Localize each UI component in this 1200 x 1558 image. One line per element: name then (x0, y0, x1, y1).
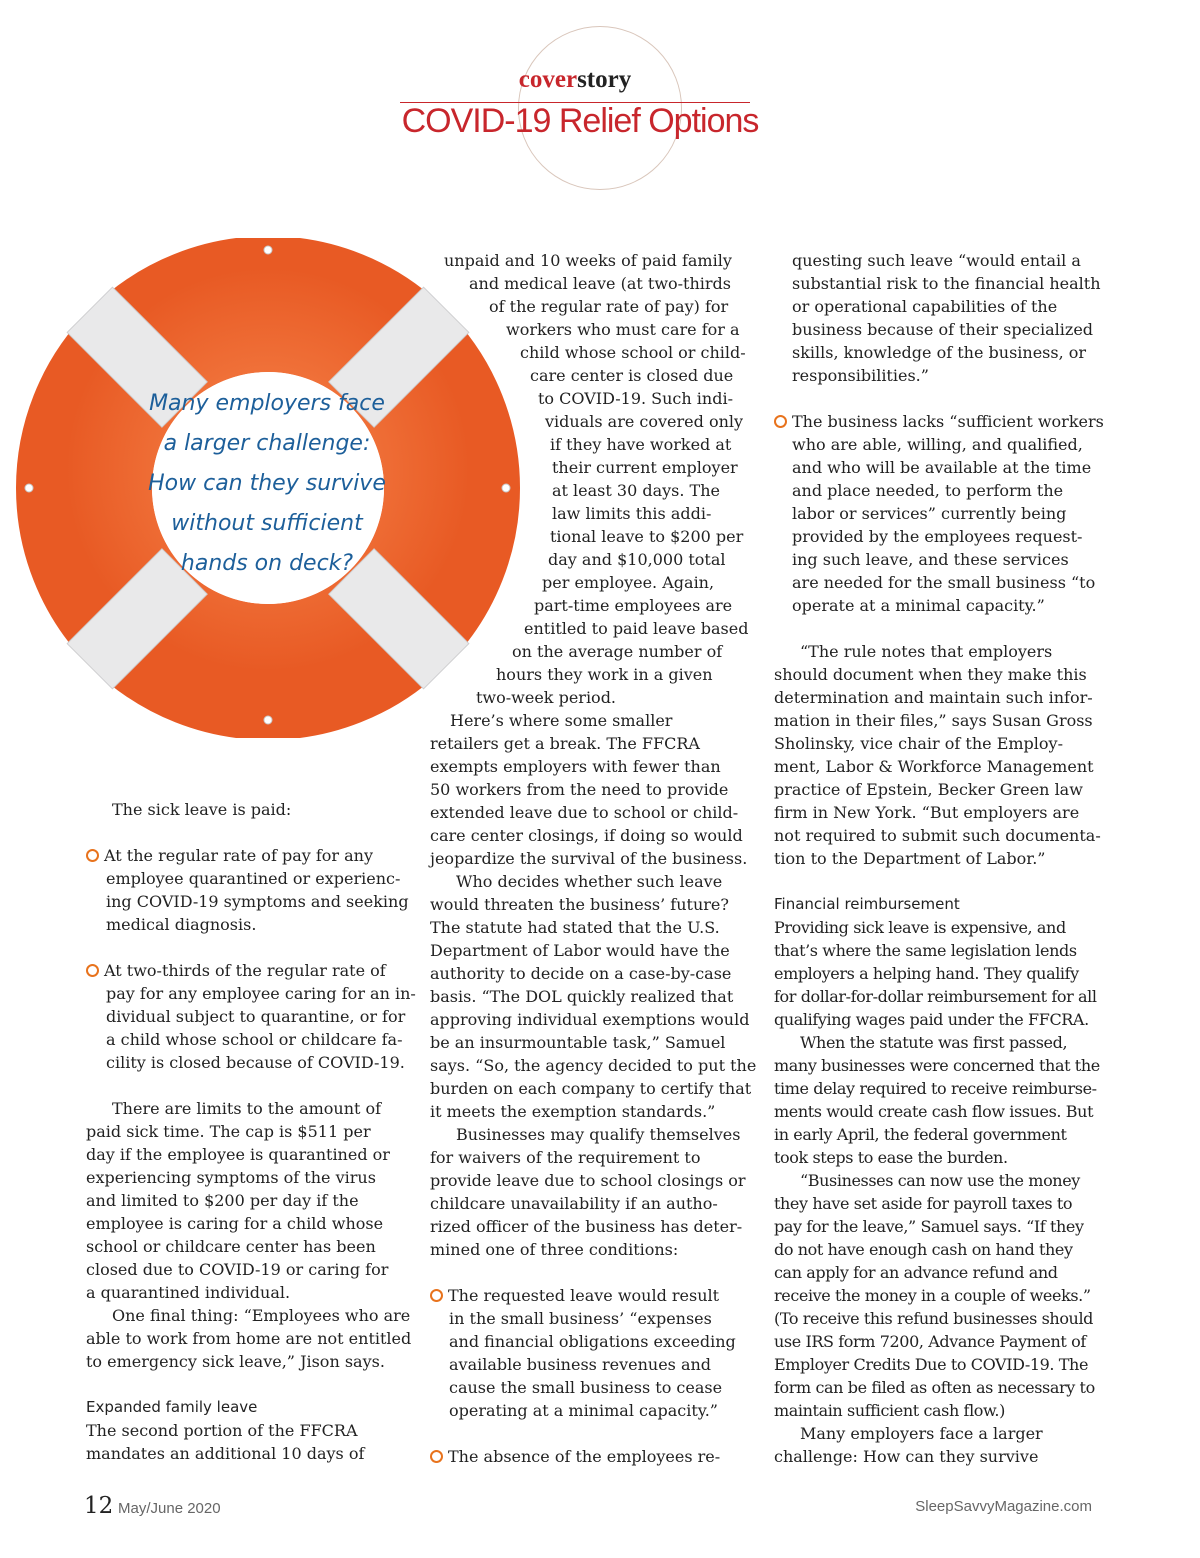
pull-quote: Many employers face a larger challenge: How can they survive without sufficient hands on deck? (148, 391, 386, 576)
paragraph: Providing sick leave is expensive, and that’s where the same legislation lends employers a helping hand. They qualify for dollar-for-dollar reimbursement for all qualifying wages paid under the FFCRA. (774, 918, 1097, 1029)
column-3 (774, 249, 1104, 1468)
bullet-circle-icon (430, 1450, 443, 1463)
issue-date: May/June 2020 (118, 1500, 221, 1517)
bullet-continuation: questing such leave “would entail a substantial risk to the financial health or operational capabilities of the business because of their specialized skills, knowledge of the business, or responsibilities.” (792, 251, 1101, 385)
wrapped-paragraph: unpaid and 10 weeks of paid family and medical leave (at two-thirds of the regular rate of pay) for workers who must care for a child whose school or child- care center is closed due to COVID-19. Such indi- viduals are covered only if they have worked at their current employer at least 30 days. The law limits this addi- tional leave to $200 per day and $10,000 total per employee. Again, part-time employees are entitled to paid leave based on the average number of hours they work in a given two-week period. (444, 251, 749, 707)
paragraph: Who decides whether such leave would threaten the business’ future? The statute had stated that the U.S. Department of Labor would have the authority to decide on a case-by-case basis. “The DOL quickly realized that approving individual exemptions would be an insurmountable task,” Samuel says. “So, the agency decided to put the burden on each company to certify that it meets the exemption standards.” (430, 872, 757, 1121)
bullet-item: At the regular rate of pay for any employee quarantined or experienc- ing COVID-19 symptoms and seeking medical diagnosis. (86, 844, 406, 936)
bullet-item: At two-thirds of the regular rate of pay for any employee caring for an in- dividual subject to quarantine, or for a child whose school or childcare fa- cility is closed because of COVID-19. (86, 959, 406, 1074)
page-number: 12 (84, 1493, 114, 1519)
paragraph: One final thing: “Employees who are able to work from home are not entitled to emergency sick leave,” Jison says. (86, 1306, 412, 1371)
bullet-circle-icon (774, 415, 787, 428)
bullet-circle-icon (86, 964, 99, 977)
section-label: coverstory (518, 66, 632, 93)
paragraph: Here’s where some smaller retailers get a break. The FFCRA exempts employers with fewer than 50 workers from the need to provide extended leave due to school or child- care center closings, if doing so would jeopardize the survival of the business. (430, 711, 748, 868)
paragraph: Many employers face a larger challenge: How can they survive (774, 1424, 1043, 1466)
subheading: Financial reimbursement (774, 895, 960, 913)
column-1 (86, 798, 416, 1465)
subheading: Expanded family leave (86, 1398, 258, 1416)
intro-text: The sick leave is paid: (112, 800, 292, 819)
paragraph: When the statute was first passed, many businesses were concerned that the time delay required to receive reimburse- ments would create cash flow issues. But in early April, the federal government took steps to ease the burden. (774, 1033, 1100, 1167)
paragraph: “Businesses can now use the money they have set aside for payroll taxes to pay for the leave,” Samuel says. “If they do not have enough cash on hand they can apply for an advance refund and receive the money in a couple of weeks.” (To receive this refund businesses should use IRS form 7200, Advance Payment of Employer Credits Due to COVID-19. The form can be filed as often as necessary to maintain sufficient cash flow.) (774, 1171, 1095, 1420)
bullet-item: The requested leave would result in the small business’ “expenses and financial obligations exceeding available business revenues and cause the small business to cease operating at a minimal capacity.” (430, 1284, 760, 1422)
page-title: COVID-19 Relief Options (401, 102, 759, 140)
paragraph: Businesses may qualify themselves for waivers of the requirement to provide leave due to school closings or childcare unavailability if an autho- rized officer of the business has deter- mined one of three conditions: (430, 1125, 746, 1259)
bullet-circle-icon (430, 1289, 443, 1302)
bullet-circle-icon (86, 849, 99, 862)
bullet-item: The business lacks “sufficient workers who are able, willing, and qualified, and who will be available at the time and place needed, to perform the labor or services” currently being provided by the employees request- ing such leave, and these services are needed for the small business “to operate at a minimal capacity.” (774, 410, 1104, 617)
paragraph: There are limits to the amount of paid sick time. The cap is $511 per day if the employee is quarantined or experiencing symptoms of the virus and limited to $200 per day if the employee is caring for a child whose school or childcare center has been closed due to COVID-19 or caring for a quarantined individual. (86, 1099, 390, 1302)
bullet-item: The absence of the employees re- (430, 1445, 760, 1468)
paragraph: “The rule notes that employers should document when they make this determination and maintain such infor- mation in their files,” says Susan Gross Sholinsky, vice chair of the Employ- ment, Labor & Workforce Management practice of Epstein, Becker Green law firm in New York. “But employers are not required to submit such documenta- tion to the Department of Labor.” (774, 642, 1101, 868)
paragraph: The second portion of the FFCRA mandates an additional 10 days of (86, 1421, 365, 1463)
column-2 (430, 249, 760, 1468)
website-link[interactable]: SleepSavvyMagazine.com (915, 1498, 1092, 1515)
